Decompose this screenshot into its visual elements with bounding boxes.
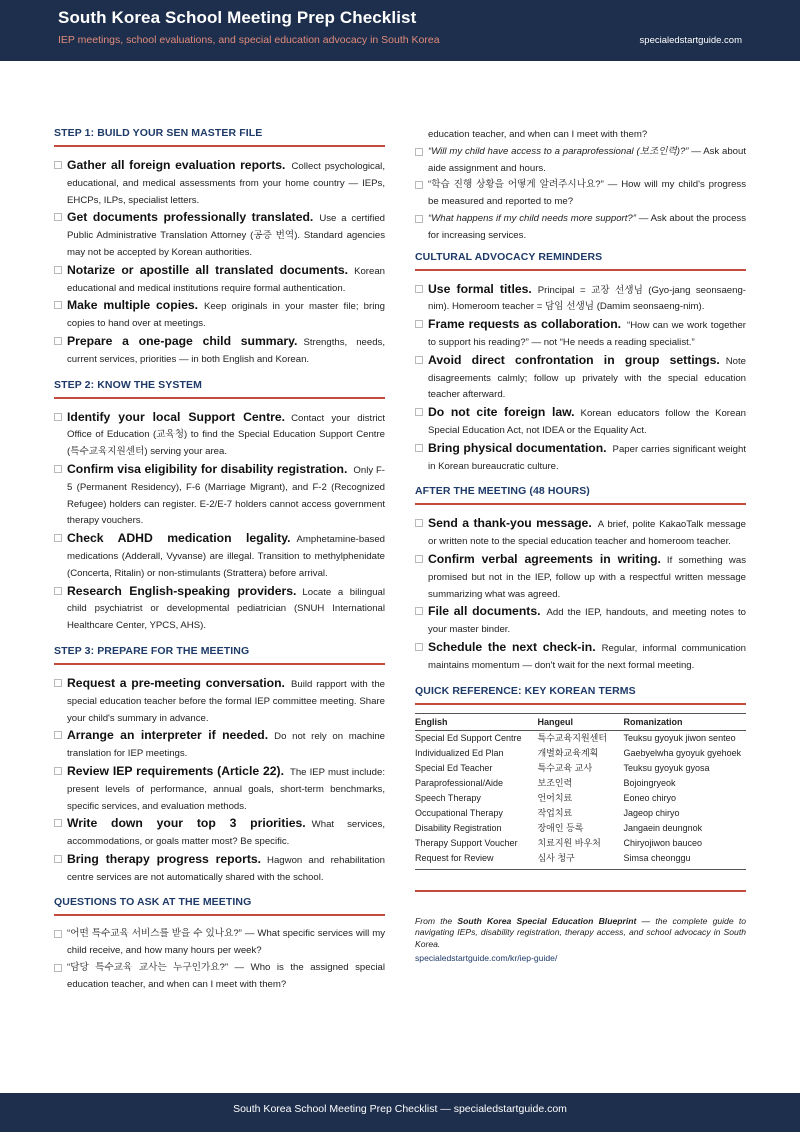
checkbox[interactable] — [415, 408, 423, 416]
item-lead: Identify your local Support Centre. — [67, 409, 286, 424]
item-lead: Make multiple copies. — [67, 298, 199, 313]
divider — [415, 890, 746, 892]
checklist-item — [54, 926, 385, 960]
section-reference — [415, 685, 746, 964]
item-lead: Request a pre-meeting conversation. — [67, 675, 285, 690]
checkbox[interactable] — [54, 301, 62, 309]
item-text: Strengths, needs, current services, priorities — in both English and Korean. — [67, 336, 385, 365]
checkbox[interactable] — [54, 413, 62, 421]
item-text: Locate a bilingual child psychiatrist or developmental pediatrician (SNUH International Healthcare Center, YPCS, AHS). — [67, 586, 385, 632]
checkbox[interactable] — [415, 148, 423, 156]
table-cell: 언어치료 — [537, 792, 573, 803]
checklist-item — [415, 440, 746, 476]
table-cell: Bojoingryeok — [623, 777, 676, 788]
table-row — [415, 730, 746, 746]
korean-terms-table — [415, 713, 746, 870]
item-text: A brief, polite KakaoTalk message or written note to the special education teacher and homeroom teacher. — [428, 519, 746, 548]
table-cell: Individualized Ed Plan — [415, 747, 504, 758]
attribution-prefix: From the — [415, 915, 458, 926]
section-heading: AFTER THE MEETING (48 HOURS) — [415, 485, 746, 505]
table-cell: Disability Registration — [415, 822, 502, 833]
item-text: Do not rely on machine translation for IEP meetings. — [67, 731, 385, 760]
section-questions — [54, 896, 385, 990]
header-site-link[interactable]: specialedstartguide.com — [639, 35, 742, 46]
checklist — [54, 926, 385, 990]
table-cell: Gaebyelwha gyoyuk gyehoek — [623, 747, 742, 758]
item-text: Add the IEP, handouts, and meeting notes to your master binder. — [428, 607, 746, 636]
checklist-item — [54, 461, 385, 530]
checkbox[interactable] — [54, 930, 62, 938]
checkbox[interactable] — [54, 819, 62, 827]
checkbox[interactable] — [54, 964, 62, 972]
item-text: Collect psychological, educational, and medical assessments from your home country — IEPs, EHCPs, ILPs, specialist letters. — [67, 161, 385, 206]
item-lead: Review IEP requirements (Article 22). — [67, 763, 284, 778]
page-header — [0, 0, 800, 61]
table-cell: Speech Therapy — [415, 792, 481, 803]
checklist-item — [415, 144, 746, 178]
attribution-link[interactable]: specialedstartguide.com/kr/iep-guide/ — [415, 953, 558, 964]
checkbox[interactable] — [415, 519, 423, 527]
section-heading: STEP 3: PREPARE FOR THE MEETING — [54, 645, 385, 665]
item-lead: Arrange an interpreter if needed. — [67, 728, 269, 743]
table-cell: 치료지원 바우처 — [537, 837, 601, 848]
table-row — [415, 791, 746, 806]
checklist — [415, 281, 746, 476]
item-lead: Notarize or apostille all translated documents. — [67, 262, 349, 277]
item-text: Use a certified Public Administrative Translation Attorney (공증 번역). Standard agencies may not be accepted by Korean authorities. — [67, 213, 386, 258]
section-after — [415, 485, 746, 674]
item-text: — How will my child's progress be measured and reported to me? — [428, 179, 747, 208]
attribution-suffix: — the complete guide to navigating IEPs, disability registration, therapy access, and school advocacy in South Korea. — [415, 915, 746, 949]
checkbox[interactable] — [54, 266, 62, 274]
section-step2 — [54, 379, 385, 635]
item-text: If something was promised but not in the IEP, follow up with a respectful written message summarizing what was agreed. — [428, 554, 746, 600]
table-cell: 심사 청구 — [537, 851, 623, 870]
checkbox[interactable] — [54, 767, 62, 775]
column-header: Hangeul — [537, 713, 623, 730]
checkbox[interactable] — [54, 587, 62, 595]
checklist-item — [415, 404, 746, 440]
table-row — [415, 836, 746, 851]
table-cell: 특수교육지원센터 — [537, 732, 608, 743]
section-heading: QUESTIONS TO ASK AT THE MEETING — [54, 896, 385, 916]
item-text: — Ask about the process for increasing services. — [428, 212, 746, 241]
item-text: Note disagreements calmly; follow up privately with the special education teacher afterward. — [428, 355, 746, 401]
checkbox[interactable] — [54, 679, 62, 687]
item-quote: “학습 진행 상황을 어떻게 알려주시나요?” — [428, 179, 604, 191]
table-cell: Eoneo chiryo — [623, 792, 677, 803]
item-text-continued: education teacher, and when can I meet with them? — [428, 129, 648, 140]
item-text: Paper carries significant weight in Korean bureaucratic culture. — [428, 443, 746, 472]
column-header: Romanization — [624, 713, 746, 730]
item-lead: Bring physical documentation. — [428, 440, 607, 455]
table-cell: 보조인력 — [537, 777, 573, 788]
section-step1 — [54, 127, 385, 369]
left-column — [54, 127, 386, 990]
checklist-item — [415, 603, 746, 639]
item-text: Keep originals in your master file; bring copies to hand over at meetings. — [67, 301, 385, 330]
item-lead: Avoid direct confrontation in group settings. — [428, 352, 720, 367]
table-row — [415, 776, 746, 791]
item-text: What services, accommodations, or goals matter most? Be specific. — [67, 819, 385, 848]
checklist-item — [54, 675, 385, 727]
item-lead: Gather all foreign evaluation reports. — [67, 158, 286, 172]
table-cell: Occupational Therapy — [415, 807, 503, 818]
table-row — [415, 821, 746, 836]
table-row — [415, 746, 746, 761]
table-row — [415, 851, 746, 870]
table-cell: 개별화교육계획 — [537, 747, 599, 758]
table-header-row — [415, 713, 746, 730]
table-cell: Paraprofessional/Aide — [415, 777, 504, 788]
checklist — [54, 409, 385, 635]
item-text: Korean educational and medical institutions require formal authentication. — [67, 265, 385, 294]
table-cell: 장애인 등록 — [537, 822, 584, 833]
column-header: English — [415, 713, 537, 730]
table-cell: Therapy Support Voucher — [415, 837, 518, 848]
item-lead: Confirm verbal agreements in writing. — [428, 551, 661, 566]
page-subtitle: IEP meetings, school evaluations, and special education advocacy in South Korea — [58, 34, 440, 46]
checkbox[interactable] — [54, 465, 62, 473]
table-cell: Special Ed Teacher — [415, 762, 493, 773]
checklist — [415, 515, 746, 674]
table-cell: Special Ed Support Centre — [415, 732, 522, 743]
checkbox[interactable] — [54, 731, 62, 739]
item-lead: Research English-speaking providers. — [67, 583, 297, 598]
item-lead: Do not cite foreign law. — [428, 405, 575, 420]
item-text: Principal = 교장 선생님 (Gyo-jang seonsaeng-nim). Homeroom teacher = 담임 선생님 (Damim seonsaeng-nim). — [428, 284, 746, 313]
item-quote: “담당 특수교육 교사는 누구인가요?” — [67, 962, 229, 974]
table-cell: 작업치료 — [537, 807, 573, 818]
item-text: Contact your district Office of Education (교육청) to find the Special Education Support Centre (특수교육지원센터) serving your area. — [67, 412, 386, 458]
checkbox[interactable] — [415, 320, 423, 328]
page-footer: South Korea School Meeting Prep Checklist — specialedstartguide.com — [0, 1093, 800, 1132]
item-text: — Who is the assigned special education teacher, and when can I meet with them? — [67, 962, 385, 990]
checklist-item — [54, 763, 385, 815]
section-questions-continued — [415, 127, 746, 245]
checklist-item — [415, 551, 746, 603]
item-lead: Bring therapy progress reports. — [67, 851, 262, 866]
checklist — [54, 675, 385, 887]
section-cultural — [415, 251, 746, 476]
table-cell: Jangaein deungnok — [623, 822, 703, 833]
attribution-source: South Korea Special Education Blueprint — [457, 915, 637, 926]
checklist-item — [54, 409, 385, 461]
item-quote: “Will my child have access to a paraprofessional (보조인력)?” — [428, 145, 689, 157]
item-text: — Ask about aide assignment and hours. — [428, 145, 746, 174]
page-title: South Korea School Meeting Prep Checklist — [58, 8, 417, 27]
section-step3 — [54, 645, 385, 887]
checklist-item — [54, 333, 385, 369]
checklist — [415, 127, 746, 245]
checkbox[interactable] — [415, 285, 423, 293]
table-row — [415, 806, 746, 821]
checklist-item — [54, 157, 385, 209]
checkbox[interactable] — [54, 534, 62, 542]
checklist-item — [415, 515, 746, 551]
table-cell: Simsa cheonggu — [624, 851, 746, 870]
item-lead: File all documents. — [428, 604, 541, 619]
item-lead: Write down your top 3 priorities. — [67, 816, 306, 831]
section-heading: STEP 1: BUILD YOUR SEN MASTER FILE — [54, 127, 385, 147]
attribution — [415, 916, 746, 951]
checklist-item — [54, 297, 385, 333]
item-text: — What specific services will my child receive, and how many hours per week? — [67, 928, 385, 957]
item-text: Hagwon and rehabilitation centre services are not automatically shared with the school. — [67, 854, 385, 883]
table-row — [415, 761, 746, 776]
table-cell: Request for Review — [415, 851, 537, 870]
table-cell: Teuksu gyoyuk jiwon senteo — [623, 732, 736, 743]
item-lead: Send a thank-you message. — [428, 516, 592, 531]
checkbox[interactable] — [415, 215, 423, 223]
checklist-item — [415, 639, 746, 675]
table-cell: 특수교육 교사 — [537, 762, 593, 773]
checkbox[interactable] — [415, 181, 423, 189]
item-quote: “어떤 특수교육 서비스를 받을 수 있나요?” — [67, 928, 242, 940]
item-lead: Schedule the next check-in. — [428, 639, 596, 654]
section-heading: QUICK REFERENCE: KEY KOREAN TERMS — [415, 685, 746, 705]
item-lead: Frame requests as collaboration. — [428, 317, 622, 332]
checkbox[interactable] — [415, 444, 423, 452]
item-text: Regular, informal communication maintains momentum — don't wait for the next formal meeting. — [428, 642, 746, 671]
section-heading: STEP 2: KNOW THE SYSTEM — [54, 379, 385, 399]
checklist-item — [54, 727, 385, 763]
checkbox[interactable] — [415, 607, 423, 615]
item-lead: Get documents professionally translated. — [67, 210, 314, 225]
table-cell: Chiryojiwon bauceo — [623, 837, 703, 848]
checklist-item — [54, 815, 385, 851]
item-text: The IEP must include: present levels of performance, annual goals, short-term benchmarks, specific services, and evaluation methods. — [67, 766, 385, 812]
item-text: “How can we work together to support his reading?” — not “He needs a reading specialist.” — [428, 320, 746, 348]
checklist-item — [54, 583, 385, 635]
table-cell: Jageop chiryo — [623, 807, 680, 818]
checklist-item — [54, 209, 385, 261]
checkbox[interactable] — [54, 855, 62, 863]
checkbox[interactable] — [54, 337, 62, 345]
item-lead: Check ADHD medication legality. — [67, 531, 291, 546]
section-heading: CULTURAL ADVOCACY REMINDERS — [415, 251, 746, 271]
checklist — [54, 157, 385, 369]
item-text: Build rapport with the special education teacher before the formal IEP committee meeting. Share your child's summary in advance. — [67, 678, 386, 724]
item-text: Korean educators follow the Korean Special Education Act, not IDEA or the Equality Act. — [428, 408, 746, 436]
item-text: Amphetamine-based medications (Adderall, Vyvanse) are illegal. Transition to methylphenidate (Concerta, Ritalin) or non-stimulants (Strattera) before arrival. — [67, 534, 385, 579]
checklist-item — [54, 262, 385, 298]
checklist-item — [54, 960, 385, 990]
item-lead: Confirm visa eligibility for disability registration. — [67, 461, 348, 476]
checkbox[interactable] — [415, 356, 423, 364]
checkbox[interactable] — [415, 555, 423, 563]
checklist-item — [415, 352, 746, 404]
item-lead: Prepare a one-page child summary. — [67, 333, 298, 348]
checklist-item — [415, 316, 746, 352]
checkbox[interactable] — [54, 213, 62, 221]
checklist-item — [54, 530, 385, 582]
right-column — [415, 127, 746, 973]
checklist-item-continued — [415, 127, 746, 144]
checkbox[interactable] — [415, 643, 423, 651]
checklist-item — [415, 281, 746, 317]
table-cell: Teuksu gyoyuk gyosa — [623, 762, 710, 773]
checklist-item — [54, 851, 385, 887]
checklist-item — [415, 211, 746, 245]
checklist-item — [415, 177, 746, 211]
item-quote: “What happens if my child needs more support?” — [428, 212, 636, 224]
item-lead: Use formal titles. — [428, 281, 532, 296]
checkbox[interactable] — [54, 161, 62, 169]
item-text: Only F-5 (Permanent Residency), F-6 (Marriage Migrant), and F-2 (Recognized Refugee) holders can register. E-2/E-7 holders cannot access government therapy vouchers. — [67, 464, 385, 527]
